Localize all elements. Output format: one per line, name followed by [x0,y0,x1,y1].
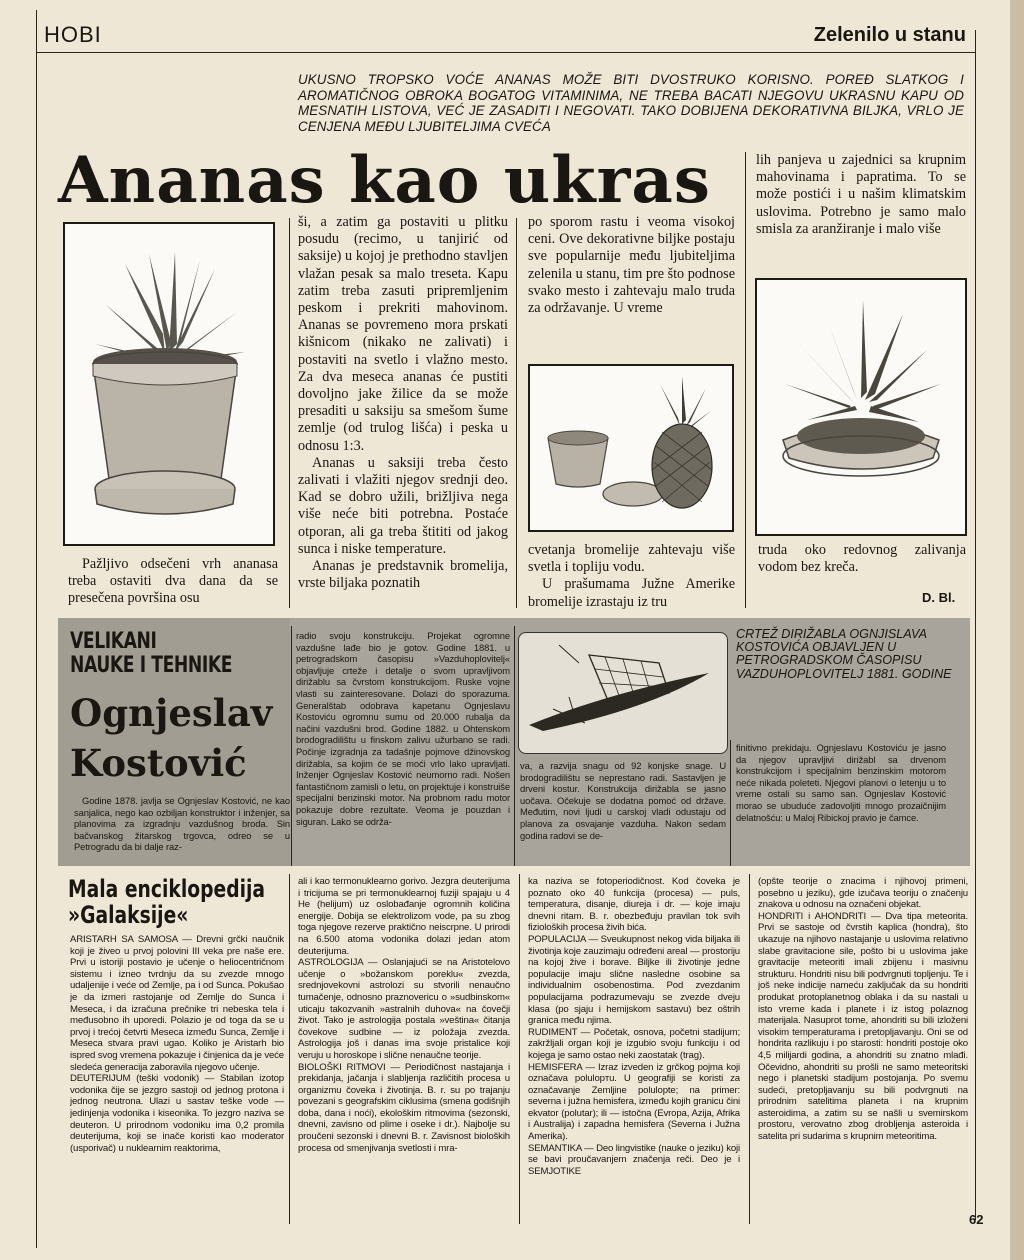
article-column-2: ši, a zatim ga postaviti u plitku posudu (recimo, u tanjirić od saksije) u kojoj je prethodno stavljen vlažan pesak sa malo treseta. Kapu zatim treba zasuti pripremljenim peskom i prekriti mahovinom. Ananas se povremeno mora prskati kišnicom (nikako ne zalivati) i postaviti na svetlo i vlažno mesto. Za dva meseca ananas će pustiti dovoljno jake žilice da se može presaditi u saksiju sa smešom šume zemlje (od trulog lišća) i peska u odnosu 1:3. Ananas u saksiji treba često zalivati i vlažiti njegov srednji deo. Kad se dobro užili, brižljiva nega više neće biti potrebna. Postaće otporan, ali ga treba štititi od jakog sunca i niske temperature. Ananas je predstavnik bromelija, vrste biljaka poznatih [298,214,508,592]
enc-separator-1 [289,874,290,1224]
encyclopedia-column-4: (opšte teorije o znacima i njihovoj primeni, posebno u jeziku), gde izučava teoriju o značenju znakova u odnosu na označeni objekat. HONDRITI i AHONDRITI — Dva tipa meteorita. Prvi se sastoje od čvrstih kaplica (hondra), što ukazuje na njihovo nastajanje u uslovima relativno slabe gravitacione sile, pošto bi u uslovima jake gravitacije meteoriti imali zbijenu i masivnu strukturu. Hondriti nisu bili podvrgnuti topljenju. Te i još neke indicije nameću zaključak da su hondriti produkat protoplanetnog oblaka i da su nastali u isto vreme kada i planete i iz istog polaznog materijala. Nasuprot tome, ahondriti su bili izloženi visokim temperaturama i pretopljavanju. Oni se od hondrita razlikuju i po starosti: hondriti postoje oko 4,5 milijardi godina, a ahondriti su znatno mlađi. Očevidno, ahondriti su prošli ne samo meteoritski nego i planetski stadijum postojanja. Po svemu sudeći, pretopljavanju su bili podvrgnuti na prirodnim satelitima planeta i na krupnim asteroidima, a zatim su se našli u svemirskom prostoru, verovatno zbog drobljenja asteroida i satelita pri sudarima s krupnim meteoritima. [758,876,968,1143]
pineapple-pot-photo [63,222,275,546]
encyclopedia-column-1: ARISTARH SA SAMOSA — Drevni grčki naučnik koji je živeo u prvoj polovini III veka pre naše ere. Prvi u istoriji postavio je učenje o heliocentričnom sistemu i izneo tvrdnju da su zvezde mnogo udaljenije i veće od Zemlje, pa i od Sunca. Pokušao je da izmeri rastojanje od Zemlje do Sunca i Meseca, i da izračuna prečnike tri nebeska tela i međusobno ih uporedi. Polazio je od toga da se u prvoj i trećoj četvrti Meseca između Sunca, Zemlje i Meseca stvara pravi ugao. Koliko je Aristarh bio ispred svog vremena pokazuje i činjenica da je veće sledeća generacija zaboravila njegovo učenje. DEUTERIJUM (teški vodonik) — Stabilan izotop vodonika čije se jezgro sastoji od jednog protona i jednog neutrona. Ulazi u sastav teške vode — jedinjenja vodonika i kiseonika. To jezgro naziva se deuteron. U prirodnom vodoniku ima 0,2 promila deuterijuma, koji se inače koristi kao moderator (usporivač) u nuklearnim reaktorima, [70,934,284,1154]
col-separator-3 [745,152,746,608]
science-separator-2 [514,626,515,866]
article-title: Ananas kao ukras [58,143,711,218]
science-text-1: Godine 1878. javlja se Ognjeslav Kostović, ne kao sanjalica, nego kao ozbiljan konstruktor i inženjer, sa planovima za izgradnju vazdušnog broda. Sin bačvanskog žitarskog trgovca, odreo se u Petrogradu da bi dalje raz- [74,795,290,853]
pineapple-crown-photo [755,278,967,536]
enc-separator-2 [519,874,520,1224]
encyclopedia-column-3: ka naziva se fotoperiodičnost. Kod čoveka je poznato oko 40 funkcija (procesa) — puls, temperatura, disanje, diureja i dr. — koje imaju dnevni ritam. B. r. obezbeđuju pravilan tok svih fizioloških procesa živih bića. POPULACIJA — Sveukupnost nekog vida biljaka ili životinja koje zauzimaju određeni areal — prostoriju na kojoj žive i borave. Biljke ili životinje jedne populacije imaju slične nasledne osobine sa individualnim osobenostima. Pod zvezdanim populacijama podrazumevaju se zvezde dveju klasa (po sjaju i hemijskom sastavu) bez oštrih granica među njima. RUDIMENT — Početak, osnova, početni stadijum; zakržljali organ koji je izgubio svoju funkciju i od kojega je samo ostao neki zaostatak (trag). HEMISFERA — Izraz izveden iz grčkog pojma koji označava polulopтu. U geografiji se koristi za označavanje Zemljine polulopte; na primer: severna i južna hemisfera, između kojih granicu čini ekvator (polutar); ili — istočna (Evropa, Azija, Afrika i Australija) i zapadna hemisfera (Severna i Južna Amerika). SEMANTIKA — Deo lingvistike (nauke o jeziku) koji se bavi proučavanjem značenja reči. Deo je i SEMJOTIKE [528,876,740,1177]
science-text-4: finitivno prekidaju. Ognjeslavu Kostoviću je jasno da njegov upravljivi dirižabl sa drvenom konstrukcijom i specijalnim benzinskim motorom neće nikada poleteti. Njegovi planovi o letenju u to vreme ostali su samo san. Ognjeslav Kostović morao se ubuduće zadovoljiti mnogo prozaičnijim delatnošću: u Maloj Ribickoj pravio je čamce. [736,742,946,823]
caption-1: Pažljivo odsečeni vrh ananasa treba ostaviti dva dana da se presečena površina osu [68,556,278,607]
article-column-3b: cvetanja bromelije zahtevaju više svetla i topliju vodu. U prašumama Južne Amerike bromelije izrastaju iz tru [528,542,735,610]
series-title: VELIKANI NAUKE I TEHNIKE [70,629,233,678]
science-text-3: va, a razvija snagu od 92 konjske snage. U brodogradilištu se neprestano radi. Sastavljen je drveni kostur. Konstrukcija dirižabla se jasno uočava. Očekuje se dodatna pomoć od države. Međutim, novi ljudi u carskoj vladi odustaju od planova za osvajanje vazduha. Nakon sedam godina radovi se de- [520,760,726,841]
col-separator-2 [516,218,517,608]
right-border-line [975,30,976,1220]
science-text-2: radio svoju konstrukciju. Projekat ogromne vazdušne lađe bio je gotov. Godine 1881. u petrogradskom časopisu »Vazduhoplovitelj« objavljuje crteže i detalje o svom upravljivom dirižablu sa čvrstom konstrukcijom. Ruske vojne vlasti su zainteresovane. Dolazi do sporazuma. Generalštab odobrava kapetanu Ognjeslavu Kostoviću ogromnu sumu od 20.000 rubalja da načini vazdušni brod. Godine 1882. u Ohtenskom brodogradilištu u finskom zalivu užurbano se radi. Počinje izgradnja za tadašnje pojmove džinovskog dirižabla, sa kojim će se moći vrlo lako upravljati. Inženjer Ognjeslav Kostović neumorno radi. Nošen fantastičnom zamisli o letu, on projektuje i konstruiše specijalni benzinski motor. Na probnom radu motor pokazuje dobre rezultate. Veoma je pouzdan i siguran. Lako se održa- [296,630,510,827]
science-separator-3 [730,740,731,866]
left-border-line [36,10,37,1248]
scientist-name: Ognjeslav Kostović [70,691,273,785]
airship-drawing [518,632,728,754]
page-edge [1010,0,1024,1260]
col-separator-1 [289,218,290,608]
header-rule [36,52,976,53]
section-label: HOBI [44,22,102,47]
page-number: 62 [969,1212,984,1227]
encyclopedia-column-2: ali i kao termonuklearno gorivo. Jezgra deuterijuma i tricijuma se pri termonuklearnoj fuziji spajaju u 4 He (helijum) uz oslobađanje ogromnih količina energije. Dobija se elektrolizom vode, pa su zbog toga njegove rezerve praktično neiscrpne. U prirodi na 6.500 atoma vodonika dolazi jedan atom deuterijuma. ASTROLOGIJA — Oslanjajući se na Aristotelovo učenje o »božanskom poreklu« zvezda, srednjovekovni astrolozi su stvorili nenaučno tumačenje, odnosno praznovericu o »sudbinskom« uticaju takozvanih »astralnih duhova« na čovečji život. Tako je astrologija postala »veština« čitanja čovekove sudbine — iz položaja zvezda. Astrologija još i danas ima svoje pristalice koji veruju u horoskope i slične nenaučne teorije. BIOLOŠKI RITMOVI — Periodičnost nastajanja i prekidanja, jačanja i slabljenja različitih procesa u organizmu čoveka i životinja. B. r. su po trajanju povezani s geografskim ciklusima (smena godišnjih doba, dana i noći), ekološkim ritmovima (sezonski, dnevni, zavisno od plime i oseke i dr.). Najbolje su proučeni sezonski i dnevni B. r. Zavisnost bioloških procesa od smenjivanja svetlosti i mra- [298,876,510,1154]
category-label: Zelenilo u stanu [813,24,966,46]
article-column-4: lih panjeva u zajednici sa krupnim mahovinama i papratima. To se može postići i u našim klimatskim uslovima. Potrebno je samo malo smisla za aranžiranje i malo više [756,152,966,237]
pot-and-pineapple-photo [528,364,734,532]
drawing-caption: CRTEŽ DIRIŽABLA OGNJISLAVA KOSTOVIĆA OBJAVLJEN U PETROGRADSKOM ČASOPISU VAZDUHOPLOVITELJ 1881. GODINE [736,627,952,681]
article-column-3: po sporom rastu i veoma visokoj ceni. Ove dekorativne biljke postaju sve popularnije među ljubiteljima zelenila u stanu, tim pre što podnose svako mesto i zahtevaju malo truda za održavanje. U vreme [528,214,735,317]
enc-separator-3 [749,874,750,1224]
article-column-4b: truda oko redovnog zalivanja vodom bez kreča. [758,542,966,576]
intro-text: UKUSNO TROPSKO VOĆE ANANAS MOŽE BITI DVOSTRUKO KORISNO. POREĐ SLATKOG I AROMATIČNOG OBROKA BOGATOG VITAMINIMA, NE TREBA BACATI NJEGOVU UKRASNU KAPU OD MESNATIH LISTOVA, VEĆ JE ZASADITI I NEGOVATI. TAKO DOBIJENA DEKORATIVNA BILJKA, VRLO JE CENJENA MEĐU LJUBITELJIMA CVEĆA [298,72,964,134]
author: D. Bl. [922,590,956,605]
science-separator-1 [291,626,292,866]
encyclopedia-title: Mala enciklopedija »Galaksije« [68,875,266,929]
